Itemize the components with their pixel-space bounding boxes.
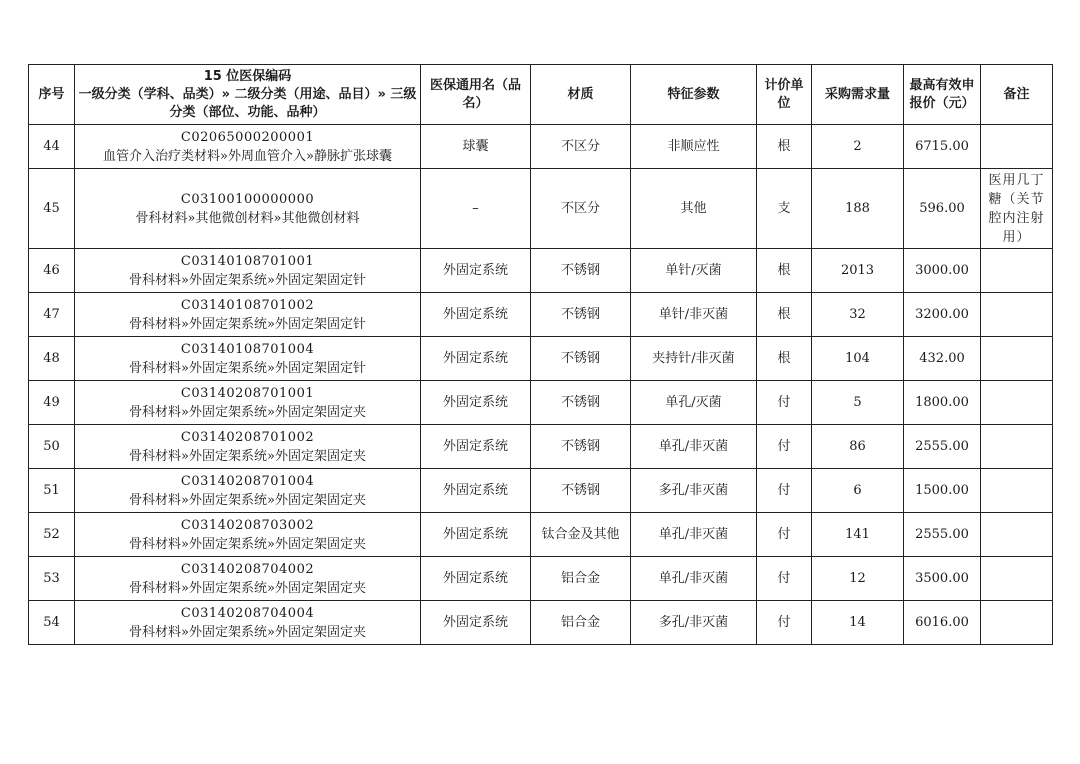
cell-seq: 51 <box>29 469 75 513</box>
cell-code-path: 血管介入治疗类材料»外周血管介入»静脉扩张球囊 <box>103 148 392 164</box>
header-row <box>29 65 1053 125</box>
cell-feature: 多孔/非灭菌 <box>631 601 757 645</box>
cell-seq: 44 <box>29 125 75 169</box>
cell-price: 3000.00 <box>904 249 981 293</box>
table-row <box>29 425 1053 469</box>
table-row <box>29 169 1053 249</box>
cell-qty: 104 <box>812 337 904 381</box>
cell-material: 不区分 <box>531 169 631 249</box>
cell-qty: 86 <box>812 425 904 469</box>
cell-price: 6715.00 <box>904 125 981 169</box>
cell-code-number: C03140108701004 <box>180 341 315 357</box>
cell-code <box>75 293 421 337</box>
cell-qty: 6 <box>812 469 904 513</box>
cell-unit: 根 <box>757 125 812 169</box>
header-generic-name: 医保通用名（品名） <box>421 65 531 125</box>
cell-generic-name: 外固定系统 <box>421 513 531 557</box>
table-row <box>29 249 1053 293</box>
cell-seq: 46 <box>29 249 75 293</box>
cell-feature: 其他 <box>631 169 757 249</box>
table-row <box>29 557 1053 601</box>
cell-price: 2555.00 <box>904 425 981 469</box>
cell-unit: 付 <box>757 425 812 469</box>
cell-unit: 付 <box>757 557 812 601</box>
header-feature: 特征参数 <box>631 65 757 125</box>
cell-price: 432.00 <box>904 337 981 381</box>
table-row <box>29 469 1053 513</box>
cell-seq: 48 <box>29 337 75 381</box>
cell-code <box>75 169 421 249</box>
cell-code-path: 骨科材料»外固定架系统»外固定架固定夹 <box>129 536 366 552</box>
cell-price: 6016.00 <box>904 601 981 645</box>
cell-generic-name: 外固定系统 <box>421 425 531 469</box>
cell-code-number: C03140208701001 <box>180 385 315 401</box>
cell-unit: 根 <box>757 337 812 381</box>
cell-seq: 50 <box>29 425 75 469</box>
cell-code-path: 骨科材料»外固定架系统»外固定架固定针 <box>129 272 366 288</box>
cell-material: 不锈钢 <box>531 249 631 293</box>
cell-code-number: C03140108701001 <box>180 253 315 269</box>
cell-feature: 单孔/非灭菌 <box>631 513 757 557</box>
cell-feature: 多孔/非灭菌 <box>631 469 757 513</box>
cell-generic-name: 外固定系统 <box>421 337 531 381</box>
cell-code <box>75 337 421 381</box>
cell-material: 不锈钢 <box>531 293 631 337</box>
cell-code <box>75 557 421 601</box>
cell-feature: 单孔/非灭菌 <box>631 425 757 469</box>
header-unit: 计价单位 <box>757 65 812 125</box>
cell-code-path: 骨科材料»外固定架系统»外固定架固定夹 <box>129 624 366 640</box>
cell-code <box>75 469 421 513</box>
cell-feature: 单针/非灭菌 <box>631 293 757 337</box>
cell-generic-name: 外固定系统 <box>421 381 531 425</box>
cell-code-number: C03100100000000 <box>180 191 315 207</box>
cell-material: 不锈钢 <box>531 469 631 513</box>
cell-price: 1500.00 <box>904 469 981 513</box>
cell-unit: 付 <box>757 381 812 425</box>
cell-code <box>75 125 421 169</box>
table-row <box>29 293 1053 337</box>
cell-feature: 单孔/灭菌 <box>631 381 757 425</box>
cell-code-number: C03140208701004 <box>180 473 315 489</box>
cell-material: 不锈钢 <box>531 425 631 469</box>
cell-generic-name: 外固定系统 <box>421 293 531 337</box>
cell-qty: 2 <box>812 125 904 169</box>
cell-note <box>981 557 1053 601</box>
cell-generic-name: 外固定系统 <box>421 557 531 601</box>
cell-note <box>981 293 1053 337</box>
cell-seq: 53 <box>29 557 75 601</box>
cell-qty: 5 <box>812 381 904 425</box>
cell-note <box>981 381 1053 425</box>
cell-note <box>981 337 1053 381</box>
cell-seq: 52 <box>29 513 75 557</box>
table-row <box>29 513 1053 557</box>
cell-note <box>981 125 1053 169</box>
cell-code-path: 骨科材料»外固定架系统»外固定架固定针 <box>129 316 366 332</box>
cell-code-number: C03140108701002 <box>180 297 315 313</box>
cell-feature: 非顺应性 <box>631 125 757 169</box>
header-code-sub: 一级分类（学科、品类）» 二级分类（用途、品目）» 三级分类（部位、功能、品种） <box>78 86 417 120</box>
cell-note <box>981 513 1053 557</box>
cell-code-path: 骨科材料»外固定架系统»外固定架固定夹 <box>129 404 366 420</box>
cell-seq: 47 <box>29 293 75 337</box>
cell-generic-name: 外固定系统 <box>421 249 531 293</box>
cell-code-number: C03140208704002 <box>180 561 315 577</box>
cell-code-number: C02065000200001 <box>180 129 315 145</box>
cell-generic-name: 球囊 <box>421 125 531 169</box>
cell-price: 3500.00 <box>904 557 981 601</box>
cell-seq: 45 <box>29 169 75 249</box>
cell-qty: 14 <box>812 601 904 645</box>
cell-material: 铝合金 <box>531 601 631 645</box>
cell-price: 596.00 <box>904 169 981 249</box>
cell-generic-name: – <box>421 169 531 249</box>
table-row <box>29 337 1053 381</box>
cell-code <box>75 249 421 293</box>
cell-note: 医用几丁糖（关节腔内注射用） <box>981 169 1053 249</box>
cell-price: 1800.00 <box>904 381 981 425</box>
cell-generic-name: 外固定系统 <box>421 601 531 645</box>
cell-material: 铝合金 <box>531 557 631 601</box>
cell-price: 2555.00 <box>904 513 981 557</box>
cell-feature: 单孔/非灭菌 <box>631 557 757 601</box>
cell-code-number: C03140208701002 <box>180 429 315 445</box>
header-note: 备注 <box>981 65 1053 125</box>
cell-code-path: 骨科材料»外固定架系统»外固定架固定夹 <box>129 580 366 596</box>
cell-feature: 夹持针/非灭菌 <box>631 337 757 381</box>
cell-code <box>75 601 421 645</box>
cell-code-path: 骨科材料»外固定架系统»外固定架固定夹 <box>129 492 366 508</box>
cell-material: 不锈钢 <box>531 337 631 381</box>
table-row <box>29 601 1053 645</box>
table-row <box>29 125 1053 169</box>
procurement-table <box>28 64 1053 645</box>
cell-qty: 12 <box>812 557 904 601</box>
header-seq: 序号 <box>29 65 75 125</box>
cell-material: 不锈钢 <box>531 381 631 425</box>
cell-code <box>75 381 421 425</box>
cell-code-path: 骨科材料»其他微创材料»其他微创材料 <box>135 210 360 226</box>
cell-qty: 2013 <box>812 249 904 293</box>
cell-qty: 141 <box>812 513 904 557</box>
cell-unit: 根 <box>757 249 812 293</box>
cell-material: 不区分 <box>531 125 631 169</box>
cell-unit: 根 <box>757 293 812 337</box>
cell-price: 3200.00 <box>904 293 981 337</box>
cell-seq: 54 <box>29 601 75 645</box>
table-row <box>29 381 1053 425</box>
cell-note <box>981 249 1053 293</box>
cell-qty: 188 <box>812 169 904 249</box>
cell-code <box>75 425 421 469</box>
header-qty: 采购需求量 <box>812 65 904 125</box>
cell-generic-name: 外固定系统 <box>421 469 531 513</box>
cell-unit: 付 <box>757 601 812 645</box>
cell-code-path: 骨科材料»外固定架系统»外固定架固定夹 <box>129 448 366 464</box>
cell-feature: 单针/灭菌 <box>631 249 757 293</box>
cell-material: 钛合金及其他 <box>531 513 631 557</box>
cell-unit: 付 <box>757 469 812 513</box>
cell-unit: 支 <box>757 169 812 249</box>
cell-note <box>981 601 1053 645</box>
cell-unit: 付 <box>757 513 812 557</box>
header-code <box>75 65 421 125</box>
header-code-title: 15 位医保编码 <box>203 68 292 84</box>
cell-qty: 32 <box>812 293 904 337</box>
cell-code-number: C03140208704004 <box>180 605 315 621</box>
cell-note <box>981 469 1053 513</box>
cell-code <box>75 513 421 557</box>
header-material: 材质 <box>531 65 631 125</box>
cell-note <box>981 425 1053 469</box>
cell-code-path: 骨科材料»外固定架系统»外固定架固定针 <box>129 360 366 376</box>
cell-seq: 49 <box>29 381 75 425</box>
header-price: 最高有效申报价（元） <box>904 65 981 125</box>
cell-code-number: C03140208703002 <box>180 517 315 533</box>
